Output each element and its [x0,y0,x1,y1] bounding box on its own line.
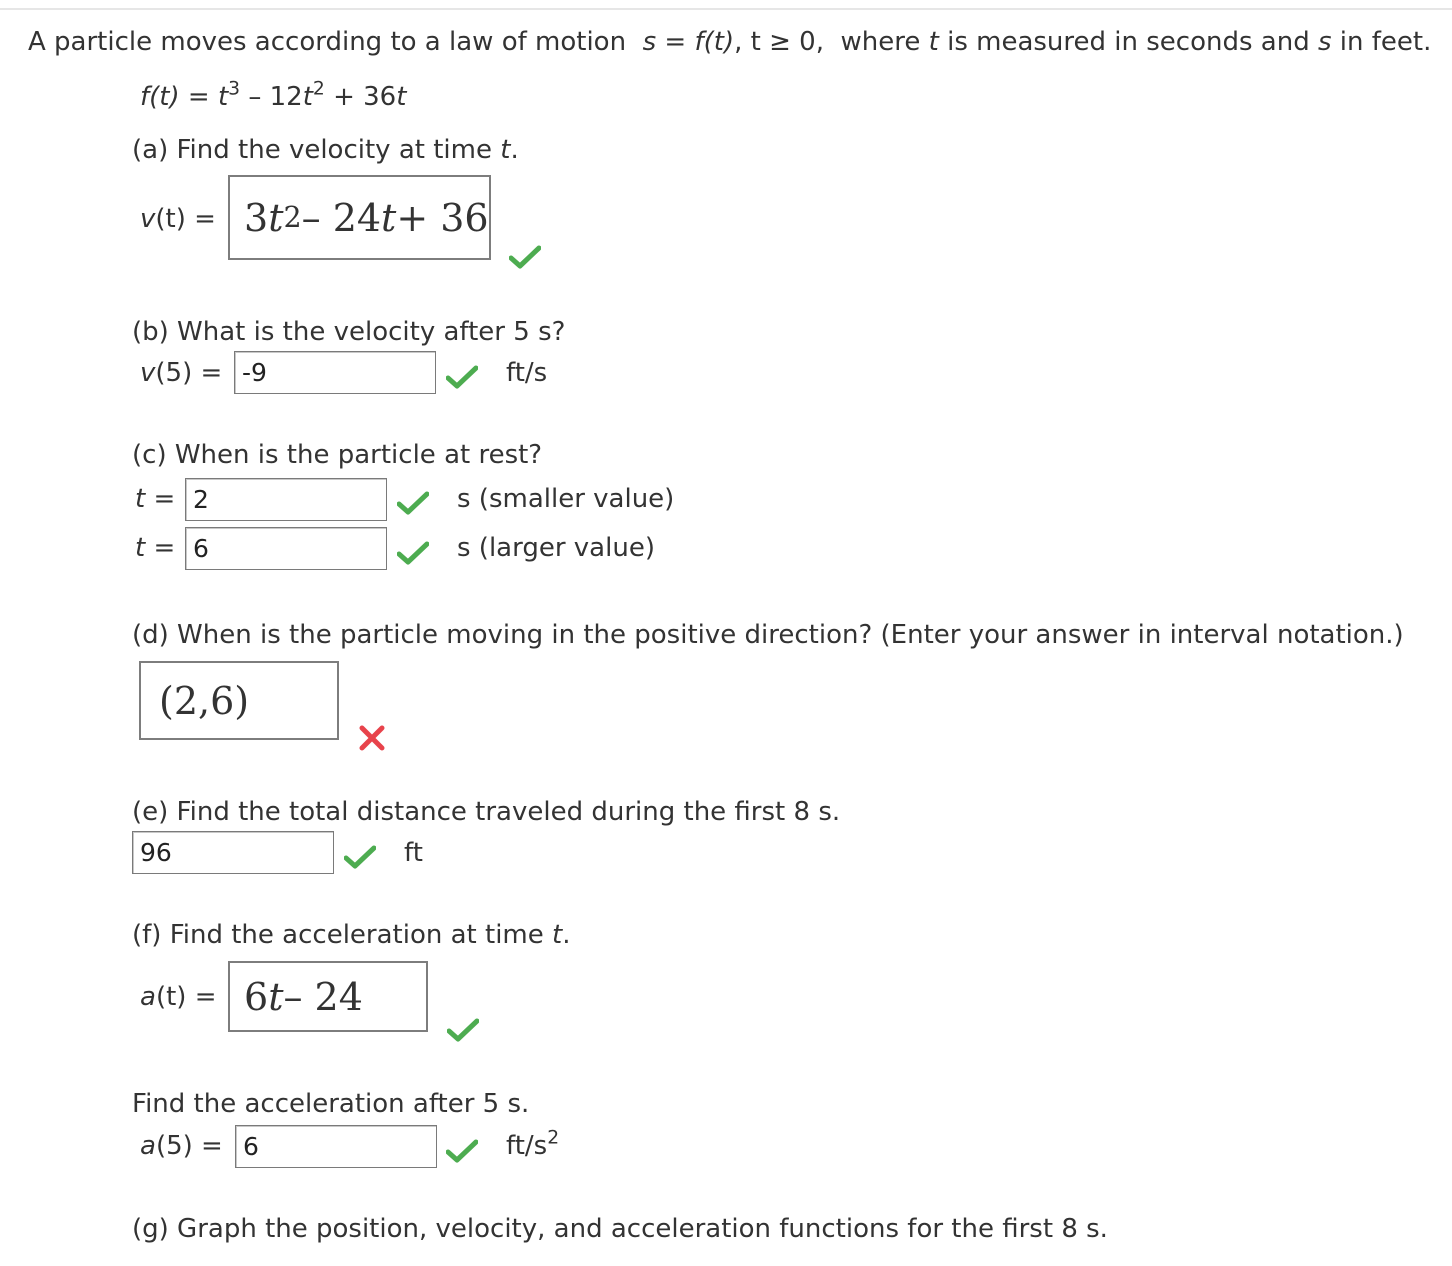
cross-icon [358,724,386,752]
rest-time-2-label: t = [135,533,176,563]
check-icon [344,845,376,869]
check-icon [447,1018,479,1042]
part-c-question: (c) When is the particle at rest? [132,440,543,470]
rest-time-larger-input[interactable]: 6 [185,527,387,570]
check-icon [397,541,429,565]
velocity-at-5-input[interactable]: -9 [234,351,436,394]
check-icon [509,245,541,269]
velocity-answer-field[interactable]: 3 t 2 – 24 t + 36 [228,175,491,260]
check-icon [446,1139,478,1163]
part-a-question: (a) Find the velocity at time t. [132,135,519,165]
part-b-question: (b) What is the velocity after 5 s? [132,317,566,347]
acceleration-answer-field[interactable]: 6 t – 24 [228,961,428,1032]
part-a-label: v(t) = [140,204,216,234]
problem-statement: A particle moves according to a law of motion s = f(t), t ≥ 0, where t is measured in seconds and s in feet. [28,27,1432,57]
positive-direction-answer-field[interactable]: (2,6) [139,661,339,740]
part-f2-question: Find the acceleration after 5 s. [132,1089,530,1119]
part-g-question: (g) Graph the position, velocity, and acceleration functions for the first 8 s. [132,1214,1108,1244]
part-f2-label: a(5) = [140,1131,223,1161]
position-function: $f(t) = t^3 - 12t^2 + 36t$ [140,78,407,112]
rest-time-1-unit: s (smaller value) [457,484,675,514]
top-divider [0,8,1452,10]
part-d-question: (d) When is the particle moving in the positive direction? (Enter your answer in interval notation.) [132,620,1404,650]
acceleration-at-5-input[interactable]: 6 [235,1125,437,1168]
rest-time-1-label: t = [135,484,176,514]
distance-unit: ft [404,838,423,868]
check-icon [446,365,478,389]
part-f-question: (f) Find the acceleration at time t. [132,920,571,950]
total-distance-input[interactable]: 96 [132,831,334,874]
part-b-label: v(5) = [140,358,223,388]
check-icon [397,491,429,515]
velocity-unit: ft/s [506,358,548,388]
part-e-question: (e) Find the total distance traveled during the first 8 s. [132,797,841,827]
rest-time-smaller-input[interactable]: 2 [185,478,387,521]
rest-time-2-unit: s (larger value) [457,533,655,563]
part-f-label: a(t) = [140,982,217,1012]
acceleration-unit: $ft/s^2$ [506,1127,560,1161]
